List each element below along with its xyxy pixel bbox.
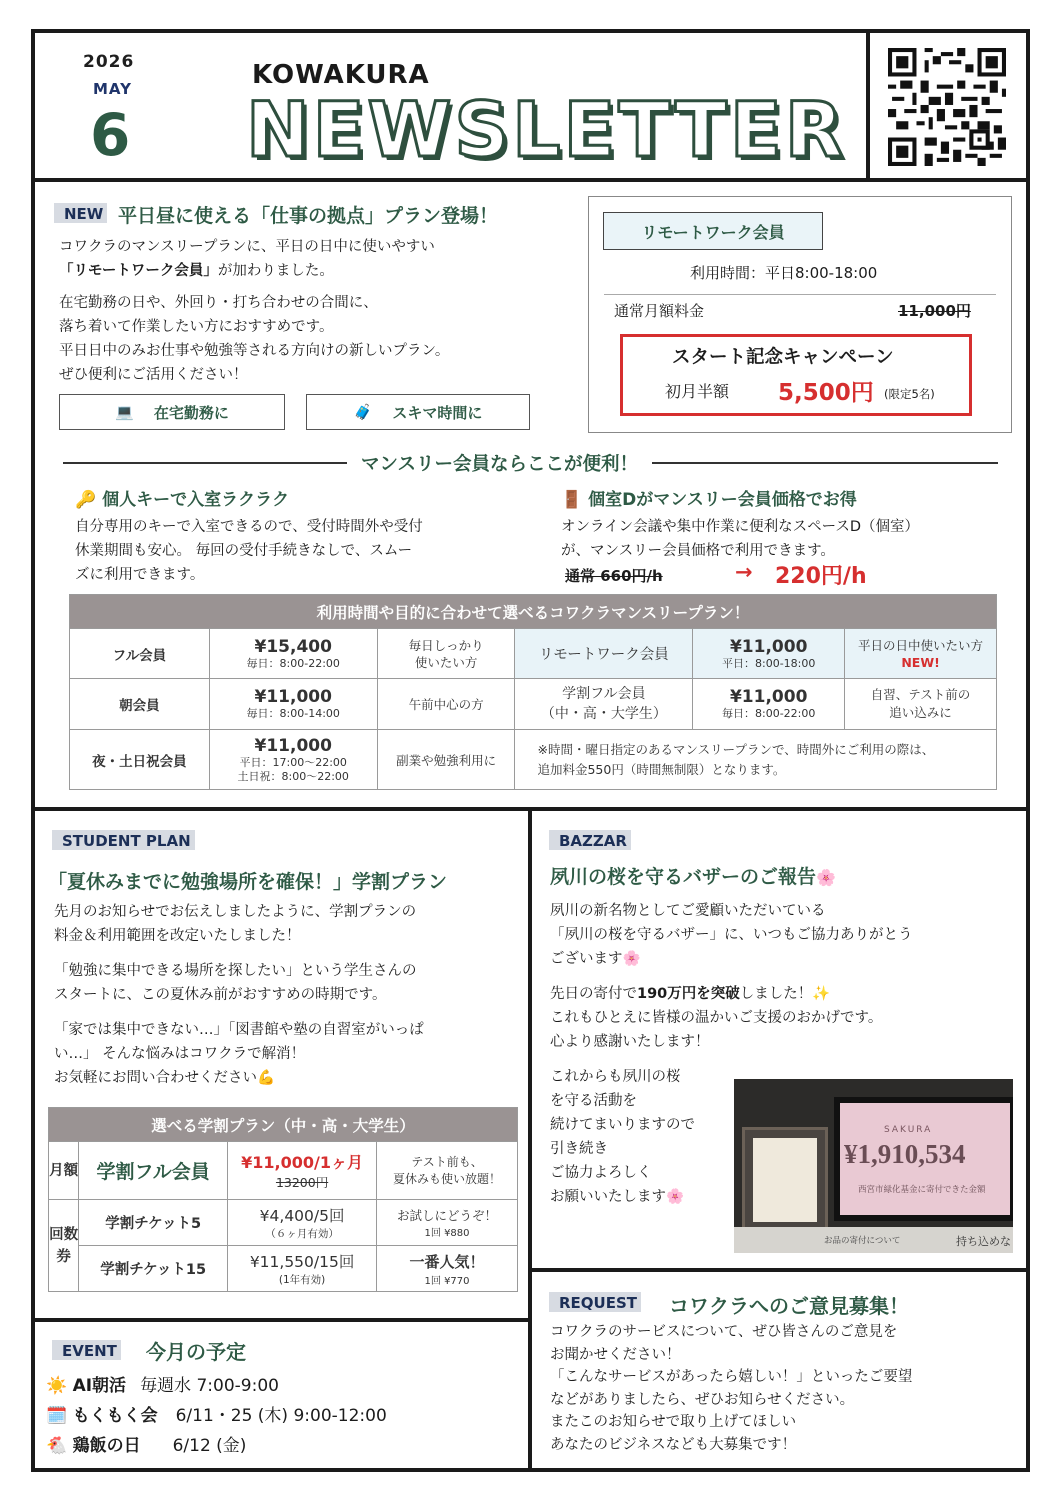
laptop-icon: 💻 [115,403,134,421]
student-full-note: テスト前も、 夏休みも使い放題！ [377,1142,518,1200]
sparkles-icon: ✨ [812,986,831,1002]
bazzar-title: 夙川の桜を守るバザーのご報告🌸 [550,866,836,888]
monthly-heading: マンスリー会員ならここが便利！ [347,450,652,476]
plan-full: フル会員 [70,629,210,679]
event-divider [31,1318,530,1322]
student-plan-table [48,1107,518,1292]
table-title: 利用時間や目的に合わせて選べるコワクラマンスリープラン！ [70,595,997,629]
normal-price-label: 通常月額料金 [614,302,705,320]
campaign-note: (限定5名) [884,387,935,401]
normal-price: 11,000円 [898,302,971,320]
qr-code-icon[interactable] [888,48,1006,166]
photo-right-caption: 持ち込めな [956,1235,1011,1248]
calendar-icon: 🗓️ [46,1406,68,1426]
brand-name: KOWAKURA [252,60,430,90]
remote-title: 平日昼に使える「仕事の拠点」プラン登場！ [118,205,499,227]
request-text: コワクラのサービスについて、ぜひ皆さんのご意見を お聞かせください！ 「こんなサービスがあったら嬉しい！」といったご要望 などがありましたら、ぜひお知らせください。 またこのお知らせで取り上げてほしい あなたのビジネスなども大募集です！ [550,1324,913,1453]
donation-photo [734,1079,1013,1253]
campaign-price: 5,500円 [778,380,874,406]
qr-divider [866,29,870,180]
board-brand: SAKURA [884,1125,933,1135]
ticket-label: 回数券 [49,1200,79,1292]
cherry-blossom-icon: 🌸 [622,951,641,967]
sun-icon: ☀️ [46,1376,68,1396]
plan-morning-note: 午前中心の方 [377,679,515,730]
photo-left-caption: お品の寄付について [824,1236,901,1246]
issue-month: MAY [93,80,132,98]
feature-room-text: オンライン会議や集中作業に便利なスペースD（個室） が、マンスリー会員価格で利用できます。 [561,519,920,559]
newsletter-title: NEWSLETTER [246,85,847,174]
plan-night-note: 副業や勉強利用に [377,730,515,790]
request-tag: REQUEST [559,1292,641,1312]
new-tag: NEW [64,203,107,223]
column-divider [528,809,532,1472]
campaign-label: 初月半額 [665,382,730,401]
event-item: 🐔 鶏飯の日 6/12 (金) [46,1436,247,1456]
cherry-blossom-icon: 🌸 [666,1189,685,1205]
feature-room: 🚪 個室Dがマンスリー会員価格でお得 [561,490,857,510]
event-item: ☀️ AI朝活 毎週水 7:00-9:00 [46,1376,279,1396]
remote-card-line [604,294,996,295]
plan-student-full: 学割フル会員 （中・高・大学生） [515,679,693,730]
plan-remote-note: 平日の日中使いたい方 NEW! [845,629,997,679]
plan-night: 夜・土日祝会員 [70,730,210,790]
room-new-price: 220円/h [775,564,867,589]
monthly-label: 月額 [49,1142,79,1200]
student-table-title: 選べる学割プラン（中・高・大学生） [49,1108,518,1142]
plan-time-note: ※時間・曜日指定のあるマンスリープランで、時間外にご利用の際は、 追加料金550円（時間無制限）となります。 [515,730,997,790]
door-icon: 🚪 [561,490,583,510]
key-icon: 🔑 [75,490,97,510]
chicken-icon: 🐔 [46,1436,68,1456]
arrow-right-icon: → [735,560,753,584]
remote-use-spare-time: 🧳 スキマ時間に [306,394,530,430]
remote-plan-hours: 利用時間：平日8:00-18:00 [690,264,878,282]
suitcase-icon: 🧳 [353,403,373,421]
plan-student-full-note: 自習、テスト前の 追い込みに [845,679,997,730]
plan-morning: 朝会員 [70,679,210,730]
event-title: 今月の予定 [146,1340,246,1364]
bazzar-tag: BAZZAR [559,830,631,850]
sakura-board [834,1097,1013,1221]
ticket5-name: 学割チケット5 [79,1200,228,1246]
student-text: 先月のお知らせでお伝えしましたように、学割プランの 料金＆利用範囲を改定いたしました！ 「勉強に集中できる場所を探したい」という学生さんの スタートに、この夏休み前がおすすめの時期です。 「家では集中できない…」「図書館や塾の自習室がいっぱ い…」 そんな悩みはコワクラで解消！ お気軽にお問い合わせください💪 [54,904,424,1086]
remote-text: コワクラのマンスリープランに、平日の日中に使いやすい 「リモートワーク会員」が加わりました。 在宅勤務の日や、外回り・打ち合わせの合間に、 落ち着いて作業したい方におすすめです。 平日日中のみお仕事や勉強等される方向けの新しいプラン。 ぜひ便利にご活用ください！ [59,239,450,383]
ticket5-price: ¥4,400/5回 （６ヶ月有効） [228,1200,377,1246]
remote-plan-pill: リモートワーク会員 [603,212,823,250]
cherry-blossom-icon: 🌸 [816,868,836,887]
student-full-name: 学割フル会員 [79,1142,228,1200]
plan-remote-price: ¥11,000 平日：8:00-18:00 [693,629,845,679]
plan-night-price: ¥11,000 平日：17:00〜22:00 土日祝：8:00〜22:00 [209,730,377,790]
header-divider [31,178,1030,182]
remote-use-home: 💻 在宅勤務に [59,394,285,430]
plan-student-full-price: ¥11,000 毎日：8:00-22:00 [693,679,845,730]
event-tag: EVENT [62,1340,121,1360]
event-item: 🗓️ もくもく会 6/11・25 (木) 9:00-12:00 [46,1406,387,1426]
plan-remote: リモートワーク会員 [515,629,693,679]
board-amount: ¥1,910,534 [844,1139,966,1169]
board-caption: 西宮市緑化基金に寄付できた金額 [858,1185,986,1195]
request-title: コワクラへのご意見募集！ [669,1294,909,1318]
issue-year: 2026 [83,52,135,72]
feature-key-text: 自分専用のキーで入室できるので、受付時間外や受付 休業期間も安心。 毎回の受付手続きなしで、スムー ズに利用できます。 [75,519,423,583]
certificate-frame [742,1127,828,1233]
plan-full-note: 毎日しっかり 使いたい方 [377,629,515,679]
plan-full-price: ¥15,400 毎日：8:00-22:00 [209,629,377,679]
room-old-price: 通常 660円/h [565,567,663,585]
student-title: 「夏休みまでに勉強場所を確保！」学割プラン [48,871,448,893]
plan-morning-price: ¥11,000 毎日：8:00-14:00 [209,679,377,730]
issue-day: 6 [90,101,131,169]
ticket15-name: 学割チケット15 [79,1246,228,1292]
monthly-plan-table [69,594,997,790]
bazzar-text: 夙川の新名物としてご愛顧いただいている 「夙川の桜を守るバザー」に、いつもご協力ありがとう ございます🌸 先日の寄付で190万円を突破しました！✨ これもひとえに皆様の温かいご支援のおかげです。 心より感謝いたします！ これからも夙川の桜 を守る活動を 続けてまいりますので 引き続き ご協力よろしく お願いいたします🌸 [550,903,913,1205]
ticket5-note: お試しにどうぞ！ 1回 ¥880 [377,1200,518,1246]
flexed-arm-icon: 💪 [257,1070,276,1086]
campaign-title: スタート記念キャンペーン [672,347,894,368]
student-tag: STUDENT PLAN [62,830,195,850]
ticket15-price: ¥11,550/15回 (1年有効) [228,1246,377,1292]
student-full-price: ¥11,000/1ヶ月 13200円 [228,1142,377,1200]
ticket15-note: 一番人気！ 1回 ¥770 [377,1246,518,1292]
request-divider [530,1268,1030,1272]
feature-key: 🔑 個人キーで入室ラクラク [75,490,290,510]
